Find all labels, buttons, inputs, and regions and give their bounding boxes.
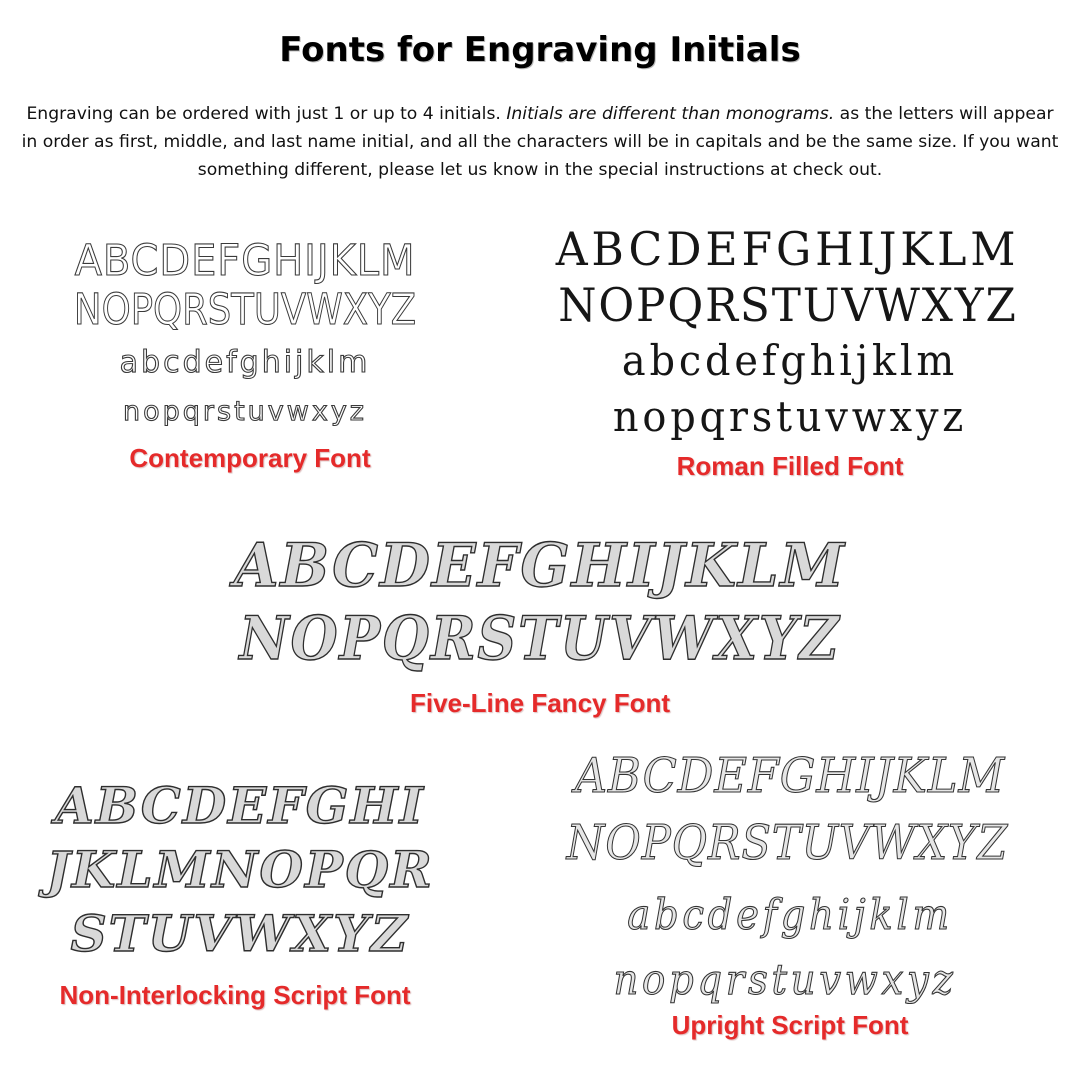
- roman-line-3: abcdefghijklm: [621, 336, 959, 385]
- noninter-line-2: JKLMNOPQR: [46, 840, 434, 899]
- intro-text-1: Engraving can be ordered with just 1 or up to 4 initials.: [26, 104, 507, 124]
- upright-line-3: abcdefghijklm: [627, 890, 953, 939]
- contemporary-line-4: nopqrstuvwxyz: [123, 396, 367, 427]
- upright-script-font-label: Upright Script Font: [671, 1010, 909, 1040]
- non-interlocking-script-font-label: Non-Interlocking Script Font: [59, 980, 411, 1010]
- fancy-line-1: ABCDEFGHIJKLM: [233, 531, 847, 601]
- roman-line-4: nopqrstuvwxyz: [612, 392, 968, 441]
- noninter-line-1: ABCDEFGHI: [54, 776, 426, 835]
- roman-line-1: ABCDEFGHIJKLM: [555, 222, 1020, 276]
- upright-line-1: ABCDEFGHIJKLM: [574, 748, 1006, 804]
- contemporary-font-label: Contemporary Font: [129, 443, 371, 473]
- contemporary-line-2: NOPQRSTUVWXYZ: [73, 285, 417, 335]
- contemporary-line-3: abcdefghijklm: [119, 345, 371, 380]
- intro-text-2: as the letters will appear in order as first, middle, and last name initial, and all the characters will be in capitals and be the same size. If you want something different, please let us know in the special instructions at check out.: [21, 104, 1059, 180]
- five-line-fancy-font-label: Five-Line Fancy Font: [409, 688, 671, 718]
- contemporary-line-1: ABCDEFGHIJKLM: [74, 236, 416, 286]
- roman-font-label: Roman Filled Font: [676, 451, 904, 481]
- intro-text-italic: Initials are different than monograms.: [506, 104, 835, 124]
- upright-line-4: nopqrstuvwxyz: [613, 955, 957, 1004]
- noninter-line-3: STUVWXYZ: [70, 904, 410, 963]
- page-title: Fonts for Engraving Initials: [279, 30, 801, 70]
- intro-paragraph: [18, 100, 1062, 184]
- fancy-line-2: NOPQRSTUVWXYZ: [239, 604, 841, 674]
- roman-line-2: NOPQRSTUVWXYZ: [558, 278, 1018, 332]
- upright-line-2: NOPQRSTUVWXYZ: [566, 815, 1009, 871]
